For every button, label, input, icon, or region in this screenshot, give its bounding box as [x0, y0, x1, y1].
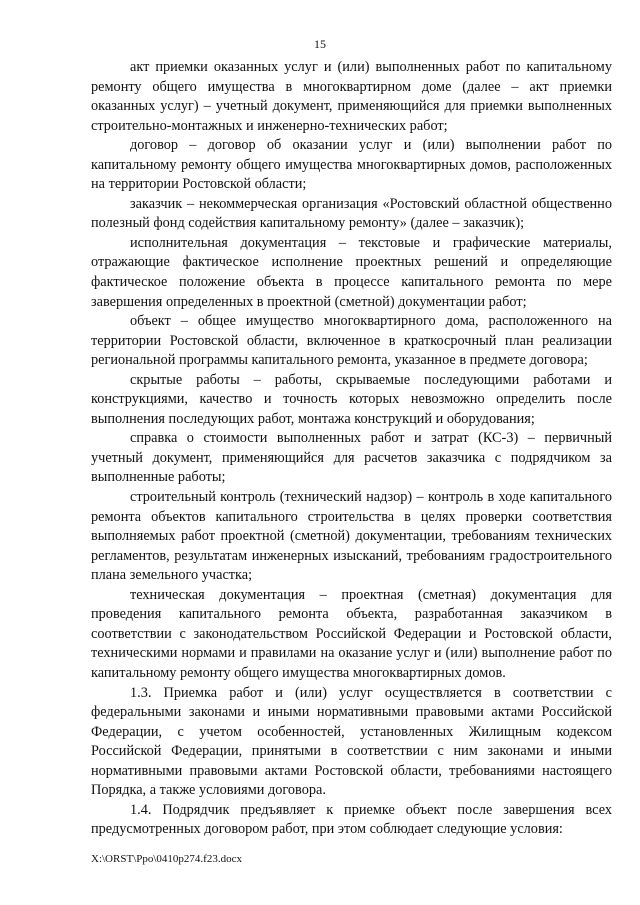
clause-1-3: 1.3. Приемка работ и (или) услуг осуществляется в соответствии с федеральными законами и иными нормативными правовыми актами Российской Федерации, с учетом особенностей, установленных Жилищным кодексом Российской Федерации, принятыми в соответствии с ним законами и иными нормативными правовыми актами Ростовской области, требованиями настоящего Порядка, а также условиями договора.: [91, 684, 612, 799]
footer-file-path: X:\ORST\Ppo\0410p274.f23.docx: [91, 853, 242, 865]
page-number: 15: [314, 37, 326, 51]
document-body: [91, 58, 612, 840]
definition-cost-certificate: справка о стоимости выполненных работ и затрат (КС-3) – первичный учетный документ, применяющийся для расчетов заказчика с подрядчиком за выполненные работы;: [91, 430, 612, 486]
clause-1-4: 1.4. Подрядчик предъявляет к приемке объект после завершения всех предусмотренных договором работ, при этом соблюдает следующие условия:: [91, 801, 612, 838]
definition-construction-control: строительный контроль (технический надзор) – контроль в ходе капитального ремонта объектов капитального строительства в целях проверки соответствия выполняемых работ проектной (сметной) документации, требованиям технических регламентов, результатам инженерных изысканий, требованиям градостроительного плана земельного участка;: [91, 489, 612, 584]
definition-contract: договор – договор об оказании услуг и (или) выполнении работ по капитальному ремонту общего имущества многоквартирных домов, расположенных на территории Ростовской области;: [91, 137, 612, 193]
definition-hidden-works: скрытые работы – работы, скрываемые последующими работами и конструкциями, качество и точность которых невозможно определить после выполнения последующих работ, монтажа конструкций и оборудования;: [91, 371, 612, 427]
definition-customer: заказчик – некоммерческая организация «Ростовский областной общественно полезный фонд содействия капитальному ремонту» (далее – заказчик);: [91, 195, 612, 232]
definition-executive-documentation: исполнительная документация – текстовые и графические материалы, отражающие фактическое исполнение проектных решений и определяющие фактическое положение объекта в процессе капитального ремонта по мере завершения определенных в проектной (сметной) документации работ;: [91, 234, 612, 310]
definition-technical-documentation: техническая документация – проектная (сметная) документация для проведения капитального ремонта объекта, разработанная заказчиком в соответствии с законодательством Российской Федерации и Ростовской области, техническими нормами и правилами на оказание услуг и (или) выполнение работ по капитальному ремонту общего имущества многоквартирных домов.: [91, 586, 612, 681]
definition-acceptance-act: акт приемки оказанных услуг и (или) выполненных работ по капитальному ремонту общего имущества в многоквартирном доме (далее – акт приемки оказанных услуг) – учетный документ, применяющийся для приемки выполненных строительно-монтажных и инженерно-технических работ;: [91, 59, 612, 134]
definition-object: объект – общее имущество многоквартирного дома, расположенного на территории Ростовской области, включенное в краткосрочный план реализации региональной программы капитального ремонта, указанное в предмете договора;: [91, 313, 612, 369]
